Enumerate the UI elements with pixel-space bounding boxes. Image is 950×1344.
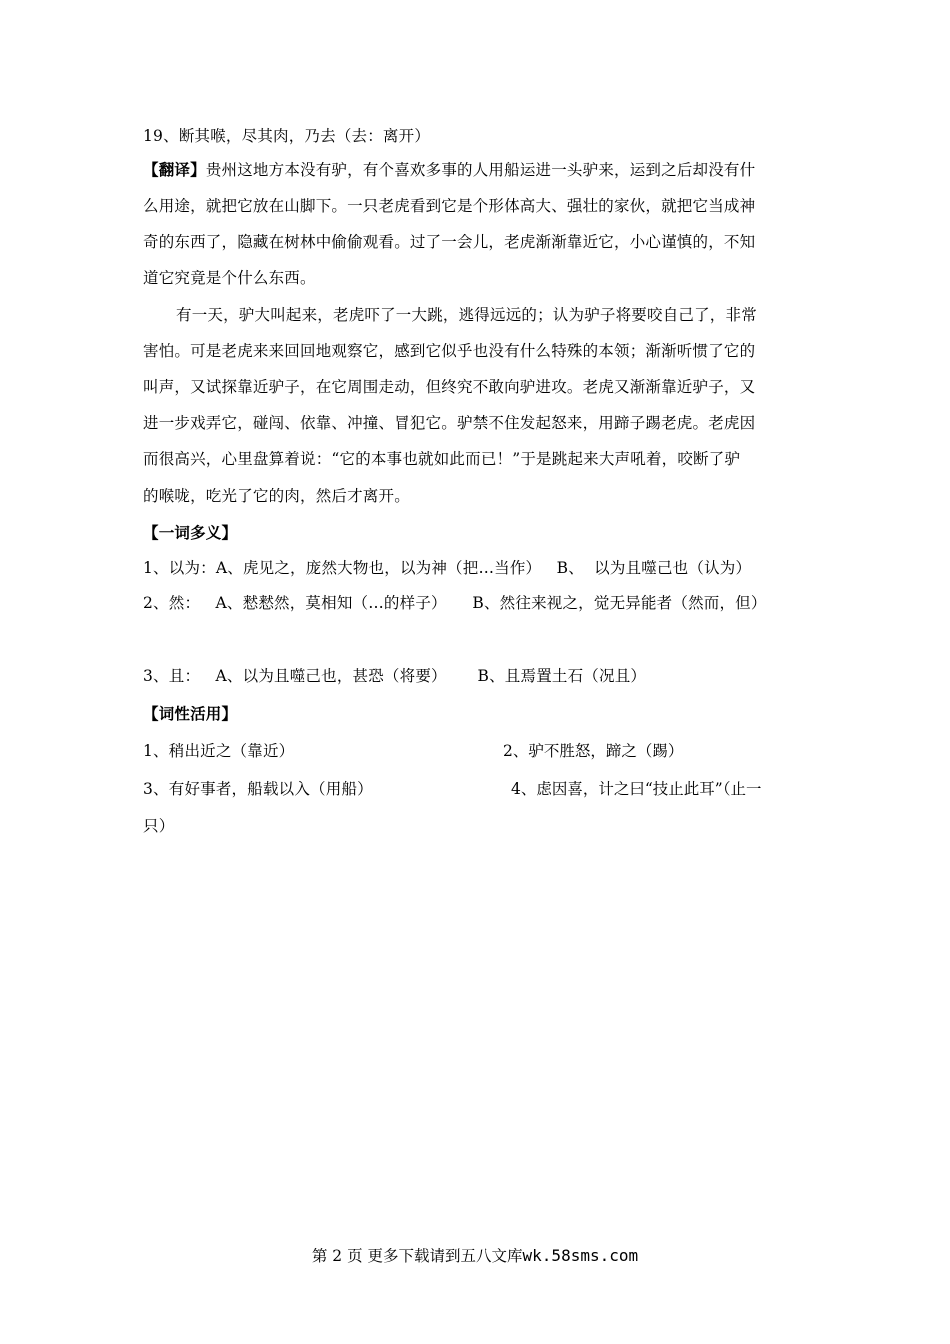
translation-text-1: 贵州这地方本没有驴，有个喜欢多事的人用船运进一头驴来，运到之后却没有什 (205, 161, 756, 179)
polysemy-heading: 【一词多义】 (143, 523, 238, 542)
translation-p2-line-5: 而很高兴，心里盘算着说：“它的本事也就如此而已！”于是跳起来大声吼着，咬断了驴 (143, 450, 741, 468)
translation-line-1 (143, 160, 755, 180)
partofspeech-item-2: 2、驴不胜怒，蹄之（踢） (503, 742, 684, 760)
translation-line-2: 么用途，就把它放在山脚下。一只老虎看到它是个形体高大、强壮的家伙，就把它当成神 (143, 197, 756, 215)
translation-p2-line-4: 进一步戏弄它，碰闯、依靠、冲撞、冒犯它。驴禁不住发起怒来，用蹄子踢老虎。老虎因 (143, 414, 756, 432)
polysemy-item-3: 3、且： A、以为且噬己也，甚恐（将要） B、且焉置土石（况且） (143, 667, 647, 685)
translation-line-4: 道它究竟是个什么东西。 (143, 269, 316, 287)
translation-tag: 【翻译】 (143, 160, 206, 179)
translation-line-3: 奇的东西了，隐藏在树林中偷偷观看。过了一会儿，老虎渐渐靠近它，小心谨慎的，不知 (143, 233, 756, 251)
partofspeech-heading: 【词性活用】 (143, 704, 238, 723)
polysemy-item-2: 2、然： A、慭慭然，莫相知（…的样子） B、然往来视之，觉无异能者（然而，但） (143, 594, 767, 612)
footer-more-text: 更多下载请到五八文库 (367, 1247, 523, 1265)
partofspeech-item-4-cont: 只） (143, 817, 175, 835)
page-footer (0, 1244, 950, 1266)
partofspeech-item-3: 3、有好事者，船载以入（用船） (143, 780, 373, 798)
footer-site-link[interactable]: wk.58sms.com (522, 1246, 639, 1265)
line-19: 19、断其喉，尽其肉，乃去（去：离开） (143, 127, 431, 145)
translation-p2-line-3: 叫声，又试探靠近驴子，在它周围走动，但终究不敢向驴进攻。老虎又渐渐靠近驴子，又 (143, 378, 756, 396)
translation-p2-line-2: 害怕。可是老虎来来回回地观察它，感到它似乎也没有什么特殊的本领；渐渐听惯了它的 (143, 342, 756, 360)
page-number: 第 2 页 (311, 1247, 363, 1265)
polysemy-item-1: 1、以为：A、虎见之，庞然大物也，以为神（把…当作） B、 以为且噬己也（认为） (143, 559, 752, 577)
translation-p2-line-1: 有一天，驴大叫起来，老虎吓了一大跳，逃得远远的；认为驴子将要咬自己了，非常 (176, 306, 757, 324)
translation-p2-line-6: 的喉咙，吃光了它的肉，然后才离开。 (143, 487, 410, 505)
partofspeech-item-4: 4、虑因喜，计之曰“技止此耳”（止一 (511, 780, 762, 798)
partofspeech-item-1: 1、稍出近之（靠近） (143, 742, 295, 760)
